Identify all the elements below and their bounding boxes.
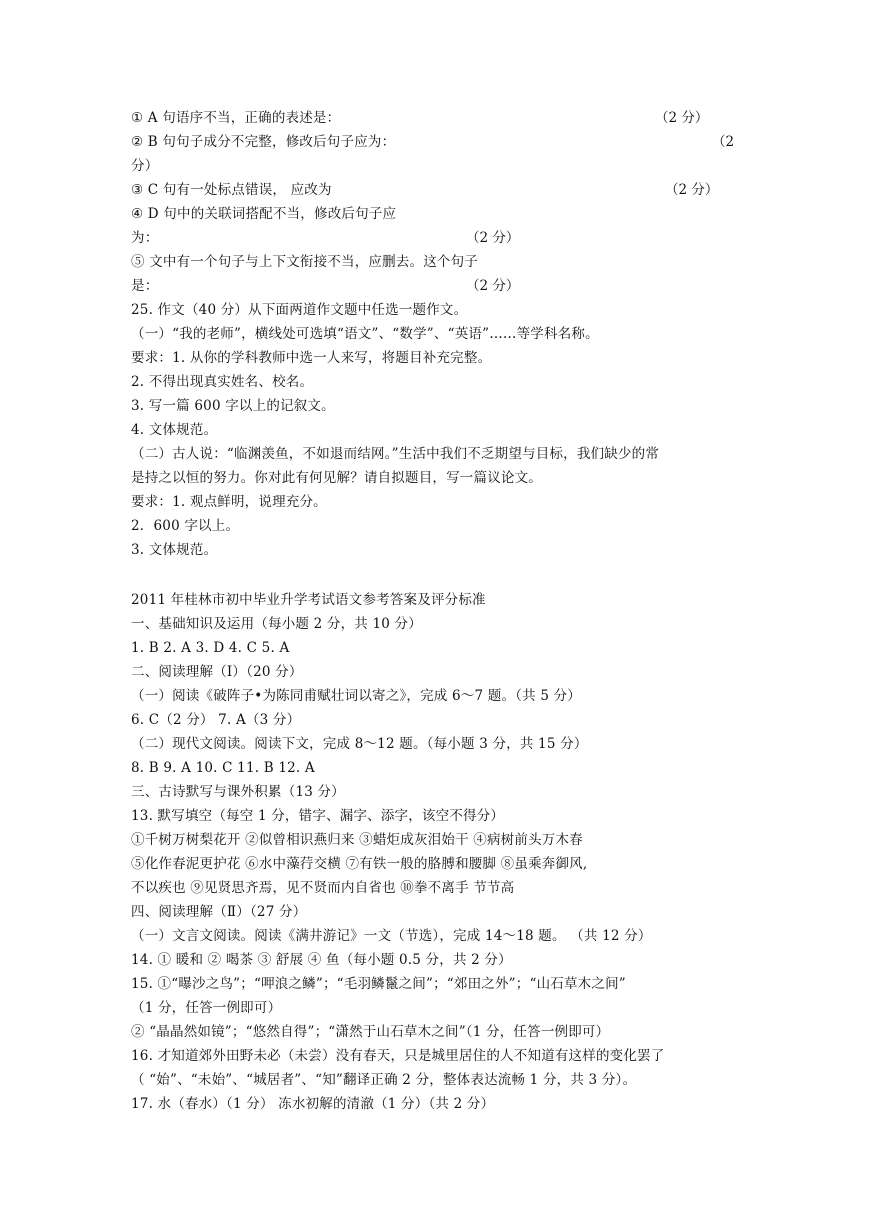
answers-line-12: 不以疾也 ⑨见贤思齐焉，见不贤而内自省也 ⑩拳不离手 节节高 — [131, 880, 515, 896]
q25-topic-1: （一）“我的老师”，横线处可选填“语文”、“数学”、“英语”……等学科名称。 — [131, 326, 599, 342]
q24-item-2-score: （2 — [712, 134, 735, 150]
q24-item-5-score: （2 分） — [466, 278, 520, 294]
q24-item-4-score: （2 分） — [466, 230, 520, 246]
q24-item-5-cont: 是： — [131, 278, 159, 294]
answers-title: 2011 年桂林市初中毕业升学考试语文参考答案及评分标准 — [131, 592, 486, 608]
q24-item-1-score: （2 分） — [655, 110, 709, 126]
answers-line-5: 6. C（2 分） 7. A（3 分） — [131, 712, 301, 728]
q24-item-2: ② B 句句子成分不完整，修改后句子应为： — [131, 134, 396, 150]
q25-topic-1-req-4: 4. 文体规范。 — [131, 422, 218, 438]
q25-topic-2-req-2: 2．600 字以上。 — [131, 518, 240, 534]
q24-item-1: ① A 句语序不当，正确的表述是： — [131, 110, 341, 126]
q25-topic-1-req-1: 要求：1. 从你的学科教师中选一人来写，将题目补充完整。 — [131, 350, 492, 366]
q25-topic-2-cont: 是持之以恒的努力。你对此有何见解？请自拟题目，写一篇议论文。 — [131, 470, 542, 486]
answers-line-16: 15. ①“曝沙之鸟”；“呷浪之鳞”；“毛羽鳞鬣之间”；“郊田之外”；“山石草木之间” — [131, 976, 626, 992]
answers-line-3: 二、阅读理解（Ⅰ）（20 分） — [131, 664, 303, 680]
q24-item-3: ③ C 句有一处标点错误， 应改为 — [131, 182, 332, 198]
q24-item-5: ⑤ 文中有一个句子与上下文衔接不当，应删去。这个句子 — [131, 254, 478, 270]
answers-line-20: （ “始”、“未始”、“城居者”、“知”翻译正确 2 分，整体表达流畅 1 分，共 3 分）。 — [131, 1072, 637, 1088]
q24-item-3-score: （2 分） — [665, 182, 719, 198]
q24-item-4-cont: 为： — [131, 230, 159, 246]
answers-line-1: 一、基础知识及运用（每小题 2 分，共 10 分） — [131, 616, 422, 632]
q25-topic-1-req-3: 3. 写一篇 600 字以上的记叙文。 — [131, 398, 335, 414]
answers-line-18: ② “晶晶然如镜”；“悠然自得”；“潇然于山石草木之间”（1 分，任答一例即可） — [131, 1024, 610, 1040]
q24-item-4: ④ D 句中的关联词搭配不当，修改后句子应 — [131, 206, 397, 222]
answers-line-17: （1 分，任答一例即可） — [131, 1000, 282, 1016]
answers-line-2: 1. B 2. A 3. D 4. C 5. A — [131, 640, 290, 656]
answers-line-14: （一）文言文阅读。阅读《满井游记》一文（节选），完成 14～18 题。 （共 12 分） — [131, 928, 652, 944]
answers-line-11: ⑤化作春泥更护花 ⑥水中藻荇交横 ⑦有铁一般的胳膊和腰脚 ⑧虽乘奔御风, — [131, 856, 588, 872]
answers-line-10: ①千树万树梨花开 ②似曾相识燕归来 ③蜡炬成灰泪始干 ④病树前头万木春 — [131, 832, 583, 848]
answers-line-7: 8. B 9. A 10. C 11. B 12. A — [131, 760, 315, 776]
q25-topic-2: （二）古人说：“临渊羡鱼，不如退而结网。”生活中我们不乏期望与目标，我们缺少的常 — [131, 446, 660, 462]
q25-title: 25. 作文（40 分）从下面两道作文题中任选一题作文。 — [131, 302, 468, 318]
answers-line-15: 14. ① 暖和 ② 喝茶 ③ 舒展 ④ 鱼（每小题 0.5 分，共 2 分） — [131, 952, 512, 968]
answers-line-8: 三、古诗默写与课外积累（13 分） — [131, 784, 345, 800]
q25-topic-2-req-1: 要求：1. 观点鲜明，说理充分。 — [131, 494, 327, 510]
answers-line-9: 13. 默写填空（每空 1 分，错字、漏字、添字，该空不得分） — [131, 808, 505, 824]
answers-line-4: （一）阅读《破阵子•为陈同甫赋壮词以寄之》，完成 6～7 题。（共 5 分） — [131, 688, 581, 704]
answers-line-19: 16. 才知道郊外田野未必（未尝）没有春天，只是城里居住的人不知道有这样的变化罢了 — [131, 1048, 665, 1064]
answers-line-6: （二）现代文阅读。阅读下文，完成 8～12 题。（每小题 3 分，共 15 分） — [131, 736, 588, 752]
q24-item-2-score-cont: 分） — [131, 158, 159, 174]
answers-line-13: 四、阅读理解（Ⅱ）（27 分） — [131, 904, 307, 920]
q25-topic-2-req-3: 3. 文体规范。 — [131, 542, 218, 558]
q25-topic-1-req-2: 2. 不得出现真实姓名、校名。 — [131, 374, 314, 390]
answers-line-21: 17. 水（春水）（1 分） 冻水初解的清澈（1 分）（共 2 分） — [131, 1096, 495, 1112]
